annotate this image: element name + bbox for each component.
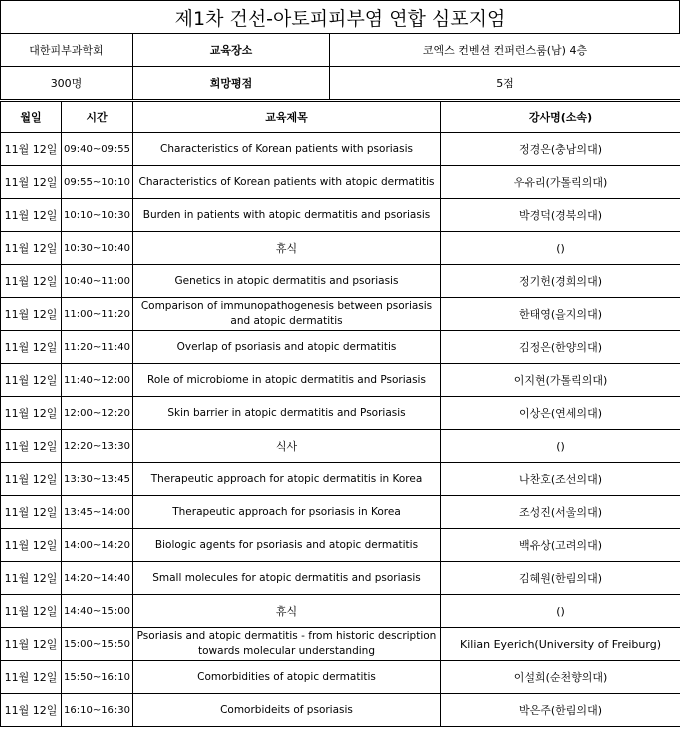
venue-value: 코엑스 컨벤션 컨퍼런스룸(남) 4층 bbox=[330, 34, 680, 67]
table-row bbox=[1, 463, 680, 496]
row-date: 11월 12일 bbox=[1, 298, 62, 331]
row-speaker: Kilian Eyerich(University of Freiburg) bbox=[441, 628, 680, 661]
row-speaker: 이지현(가톨릭의대) bbox=[441, 364, 680, 397]
table-row bbox=[1, 595, 680, 628]
row-date: 11월 12일 bbox=[1, 595, 62, 628]
table-row bbox=[1, 628, 680, 661]
capacity-value: 300명 bbox=[1, 67, 133, 100]
row-speaker: 이상은(연세의대) bbox=[441, 397, 680, 430]
row-topic: Comorbideits of psoriasis bbox=[133, 694, 441, 727]
row-topic: Role of microbiome in atopic dermatitis and Psoriasis bbox=[133, 364, 441, 397]
row-topic: Genetics in atopic dermatitis and psoriasis bbox=[133, 265, 441, 298]
table-row bbox=[1, 331, 680, 364]
table-row bbox=[1, 661, 680, 694]
row-date: 11월 12일 bbox=[1, 133, 62, 166]
table-row bbox=[1, 199, 680, 232]
row-speaker: () bbox=[441, 595, 680, 628]
row-time: 13:45~14:00 bbox=[62, 496, 133, 529]
row-date: 11월 12일 bbox=[1, 694, 62, 727]
table-row bbox=[1, 298, 680, 331]
row-speaker: () bbox=[441, 430, 680, 463]
row-date: 11월 12일 bbox=[1, 496, 62, 529]
row-date: 11월 12일 bbox=[1, 331, 62, 364]
row-date: 11월 12일 bbox=[1, 562, 62, 595]
row-time: 16:10~16:30 bbox=[62, 694, 133, 727]
row-time: 11:40~12:00 bbox=[62, 364, 133, 397]
row-date: 11월 12일 bbox=[1, 199, 62, 232]
row-time: 12:20~13:30 bbox=[62, 430, 133, 463]
row-date: 11월 12일 bbox=[1, 364, 62, 397]
points-label: 희망평점 bbox=[133, 67, 330, 100]
row-time: 09:40~09:55 bbox=[62, 133, 133, 166]
row-date: 11월 12일 bbox=[1, 166, 62, 199]
row-date: 11월 12일 bbox=[1, 232, 62, 265]
row-speaker: 박은주(한림의대) bbox=[441, 694, 680, 727]
row-speaker: 박경덕(경북의대) bbox=[441, 199, 680, 232]
table-row bbox=[1, 562, 680, 595]
schedule-body bbox=[1, 133, 680, 727]
row-topic: Therapeutic approach for atopic dermatitis in Korea bbox=[133, 463, 441, 496]
table-row bbox=[1, 232, 680, 265]
row-time: 10:10~10:30 bbox=[62, 199, 133, 232]
row-topic: Biologic agents for psoriasis and atopic dermatitis bbox=[133, 529, 441, 562]
venue-label: 교육장소 bbox=[133, 34, 330, 67]
row-speaker: 김정은(한양의대) bbox=[441, 331, 680, 364]
table-row bbox=[1, 265, 680, 298]
schedule-header-row bbox=[1, 102, 680, 133]
row-date: 11월 12일 bbox=[1, 397, 62, 430]
row-time: 15:50~16:10 bbox=[62, 661, 133, 694]
header-time: 시간 bbox=[62, 102, 133, 133]
row-time: 14:40~15:00 bbox=[62, 595, 133, 628]
row-speaker: 이설희(순천향의대) bbox=[441, 661, 680, 694]
row-topic: Overlap of psoriasis and atopic dermatitis bbox=[133, 331, 441, 364]
row-topic: 식사 bbox=[133, 430, 441, 463]
row-time: 14:00~14:20 bbox=[62, 529, 133, 562]
row-topic: Characteristics of Korean patients with atopic dermatitis bbox=[133, 166, 441, 199]
info-table bbox=[0, 33, 680, 100]
row-topic: Small molecules for atopic dermatitis and psoriasis bbox=[133, 562, 441, 595]
row-speaker: () bbox=[441, 232, 680, 265]
table-row bbox=[1, 430, 680, 463]
row-topic: 휴식 bbox=[133, 232, 441, 265]
table-row bbox=[1, 496, 680, 529]
row-date: 11월 12일 bbox=[1, 430, 62, 463]
row-date: 11월 12일 bbox=[1, 463, 62, 496]
row-topic: Comparison of immunopathogenesis between psoriasis and atopic dermatitis bbox=[133, 298, 441, 331]
schedule-table bbox=[0, 101, 680, 727]
table-row bbox=[1, 529, 680, 562]
row-date: 11월 12일 bbox=[1, 661, 62, 694]
row-speaker: 김혜원(한림의대) bbox=[441, 562, 680, 595]
header-date: 월일 bbox=[1, 102, 62, 133]
row-topic: Psoriasis and atopic dermatitis - from historic description towards molecular understanding bbox=[133, 628, 441, 661]
table-row bbox=[1, 397, 680, 430]
row-date: 11월 12일 bbox=[1, 529, 62, 562]
row-time: 10:40~11:00 bbox=[62, 265, 133, 298]
info-row-points bbox=[1, 67, 680, 100]
table-row bbox=[1, 364, 680, 397]
info-row-venue bbox=[1, 34, 680, 67]
row-topic: Burden in patients with atopic dermatitis and psoriasis bbox=[133, 199, 441, 232]
table-row bbox=[1, 166, 680, 199]
points-value: 5점 bbox=[330, 67, 680, 100]
table-row bbox=[1, 133, 680, 166]
row-time: 13:30~13:45 bbox=[62, 463, 133, 496]
row-speaker: 정기헌(경희의대) bbox=[441, 265, 680, 298]
row-speaker: 우유리(가톨릭의대) bbox=[441, 166, 680, 199]
row-speaker: 한태영(을지의대) bbox=[441, 298, 680, 331]
row-topic: 휴식 bbox=[133, 595, 441, 628]
row-speaker: 정경은(충남의대) bbox=[441, 133, 680, 166]
organizer-value: 대한피부과학회 bbox=[1, 34, 133, 67]
row-topic: Characteristics of Korean patients with psoriasis bbox=[133, 133, 441, 166]
table-row bbox=[1, 694, 680, 727]
row-topic: Comorbidities of atopic dermatitis bbox=[133, 661, 441, 694]
row-time: 14:20~14:40 bbox=[62, 562, 133, 595]
row-time: 12:00~12:20 bbox=[62, 397, 133, 430]
row-topic: Therapeutic approach for psoriasis in Korea bbox=[133, 496, 441, 529]
row-speaker: 백유상(고려의대) bbox=[441, 529, 680, 562]
row-topic: Skin barrier in atopic dermatitis and Psoriasis bbox=[133, 397, 441, 430]
row-speaker: 조성진(서울의대) bbox=[441, 496, 680, 529]
header-speaker: 강사명(소속) bbox=[441, 102, 680, 133]
row-time: 15:00~15:50 bbox=[62, 628, 133, 661]
row-time: 11:20~11:40 bbox=[62, 331, 133, 364]
row-time: 09:55~10:10 bbox=[62, 166, 133, 199]
document-title: 제1차 건선-아토피피부염 연합 심포지엄 bbox=[0, 0, 680, 34]
row-date: 11월 12일 bbox=[1, 628, 62, 661]
header-topic: 교육제목 bbox=[133, 102, 441, 133]
row-time: 11:00~11:20 bbox=[62, 298, 133, 331]
row-date: 11월 12일 bbox=[1, 265, 62, 298]
row-speaker: 나찬호(조선의대) bbox=[441, 463, 680, 496]
row-time: 10:30~10:40 bbox=[62, 232, 133, 265]
